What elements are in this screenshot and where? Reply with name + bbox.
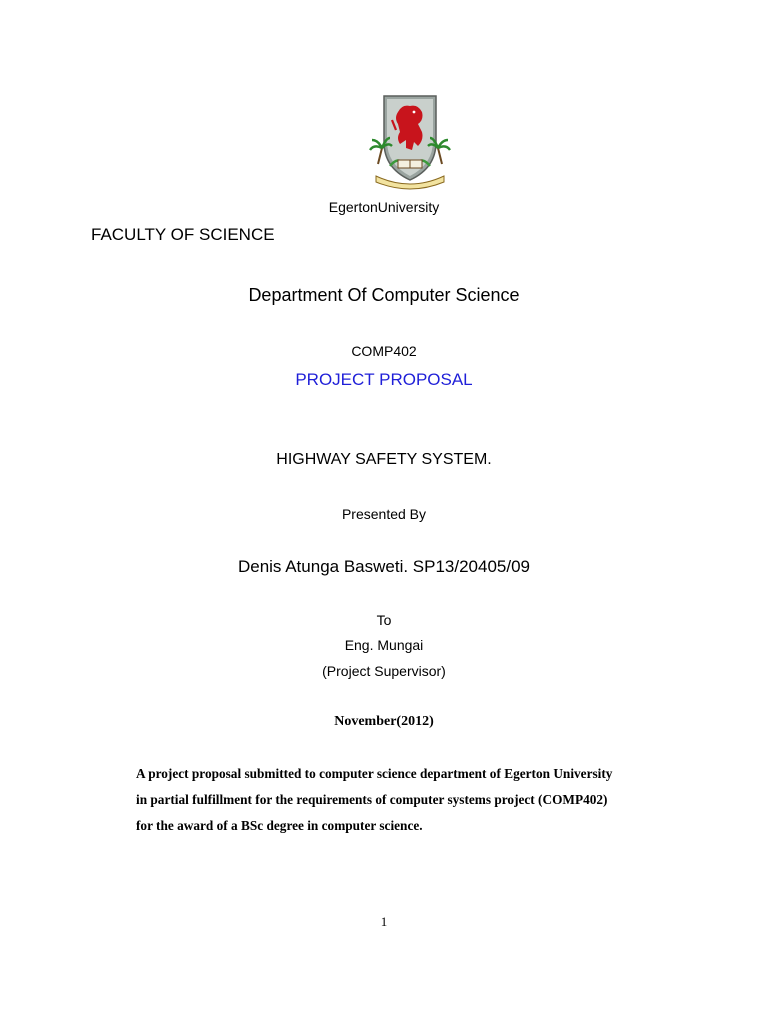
supervisor-role: (Project Supervisor) [322,663,446,679]
author-name: Denis Atunga Basweti. SP13/20405/09 [237,557,531,576]
submission-date: November(2012) [334,714,434,729]
egerton-university-crest-icon [368,90,452,194]
course-code: COMP402 [351,343,417,359]
proposal-heading: PROJECT PROPOSAL [295,370,473,389]
to-label: To [376,612,392,628]
supervisor-name: Eng. Mungai [344,637,424,653]
abstract-line: A project proposal submitted to computer science department of Egerton University [136,766,613,781]
abstract-line: for the award of a BSc degree in computer science. [136,818,423,833]
presented-by-label: Presented By [341,506,427,522]
abstract-line: in partial fulfillment for the requirements of computer systems project (COMP402) [136,792,608,807]
department-name: Department Of Computer Science [248,285,520,305]
faculty-name: FACULTY OF SCIENCE [91,225,275,244]
abstract-paragraph [136,764,696,842]
page-number: 1 [380,914,388,929]
university-name: EgertonUniversity [328,199,440,215]
project-title: HIGHWAY SAFETY SYSTEM. [276,451,492,468]
